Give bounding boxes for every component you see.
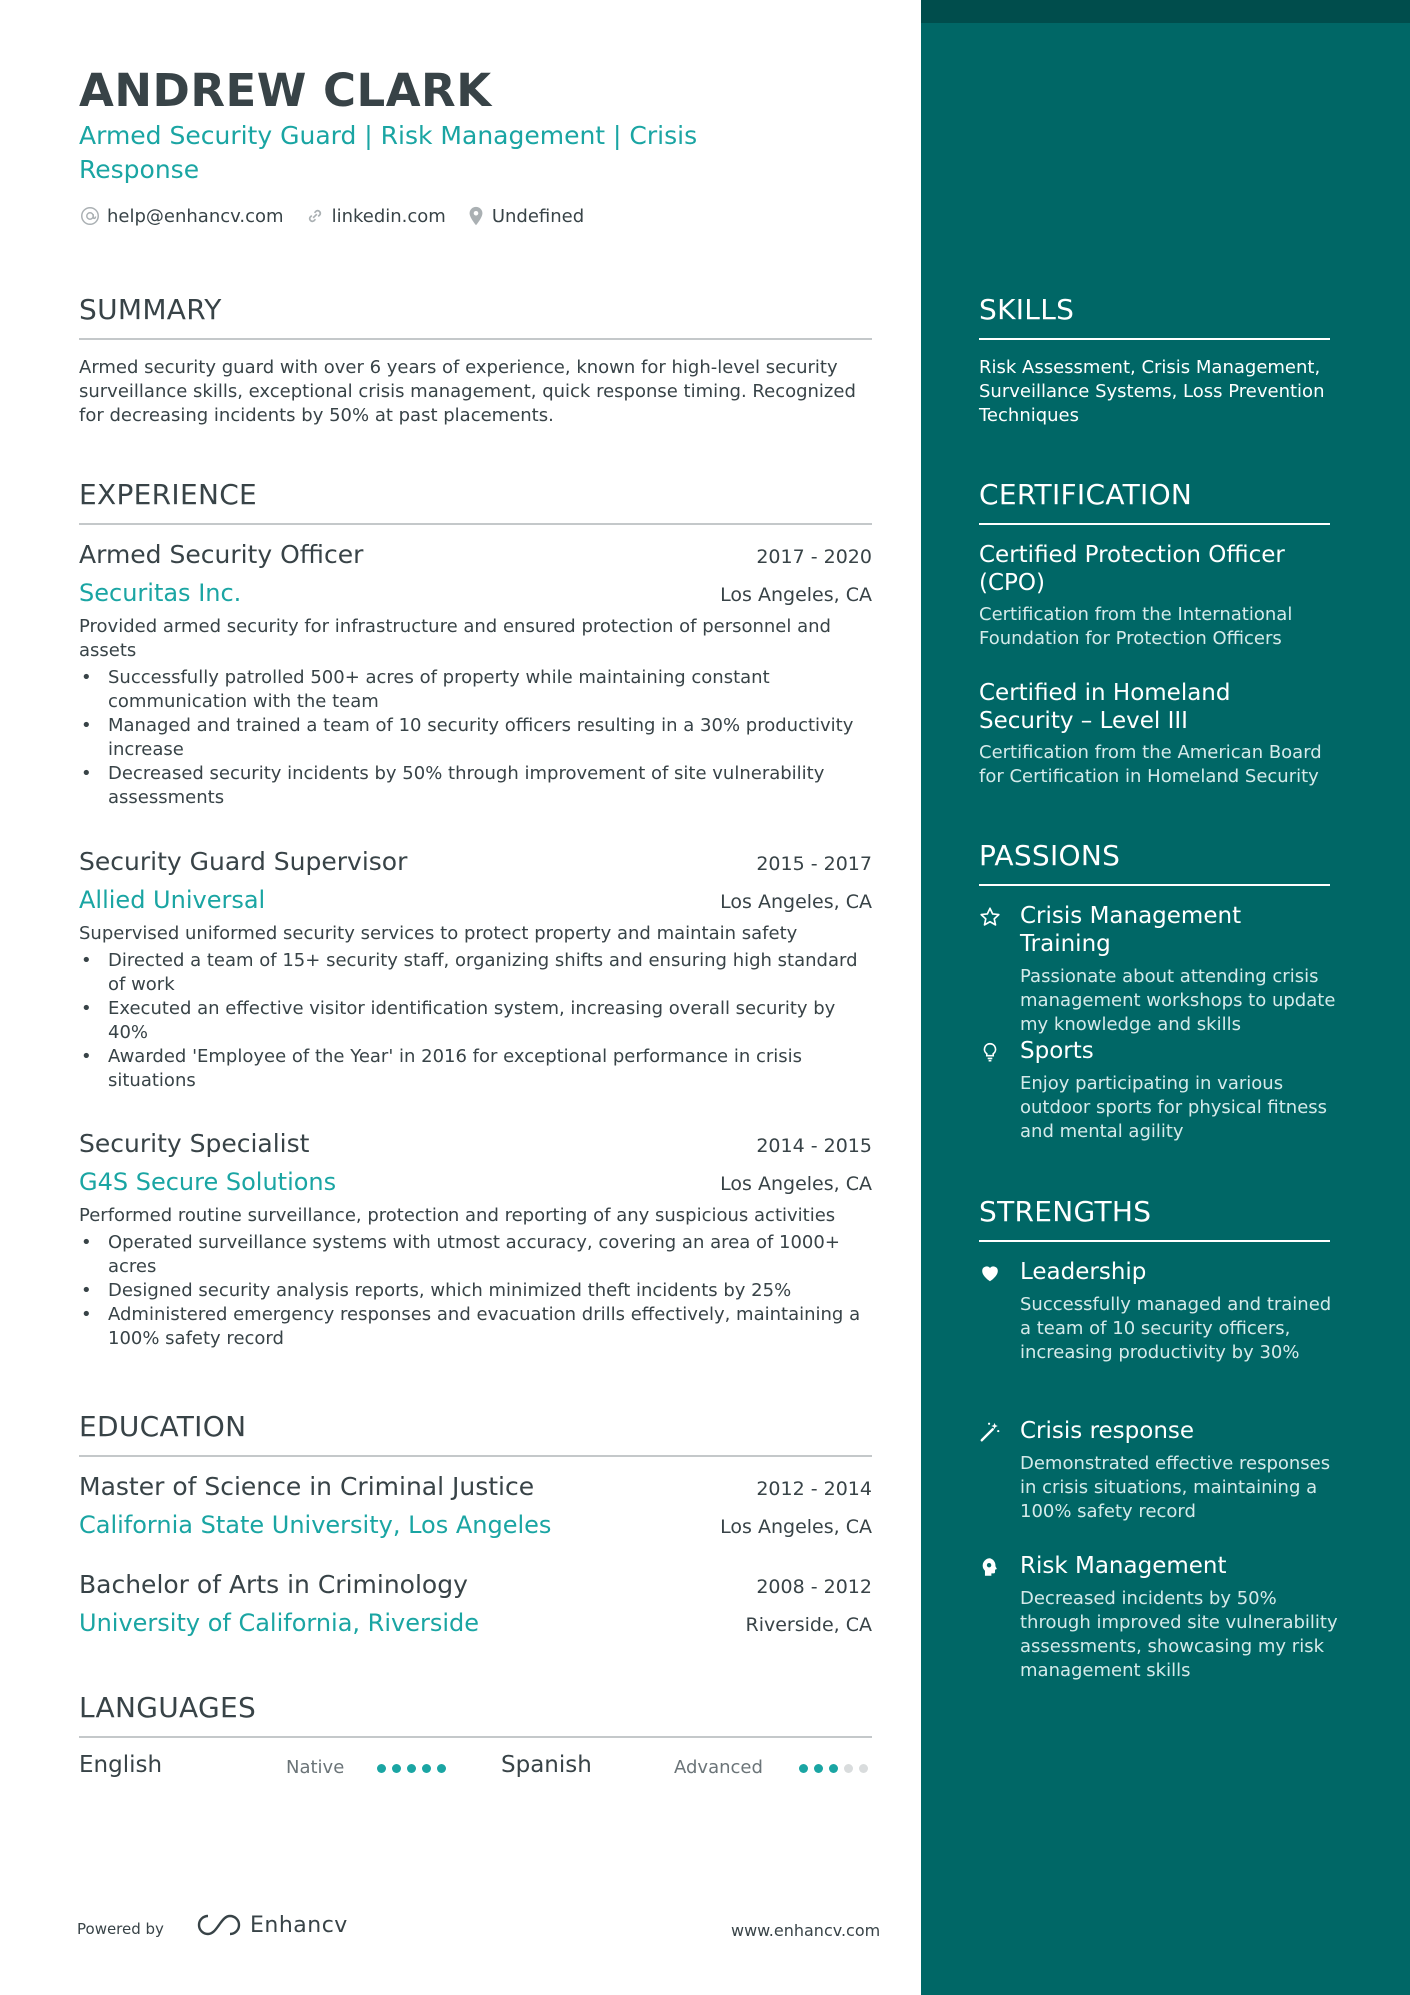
certification-name: Certified in Homeland Security – Level III bbox=[979, 680, 1231, 734]
rating-dot-filled bbox=[814, 1764, 823, 1773]
strength-name: Leadership bbox=[1020, 1259, 1147, 1285]
footer-url[interactable]: www.enhancv.com bbox=[731, 1921, 881, 1940]
strength-description: Successfully managed and trained a team of 10 security officers, increasing productivity by 30% bbox=[1020, 1294, 1332, 1363]
star-icon bbox=[979, 906, 1001, 928]
education-dates: 2012 - 2014 bbox=[756, 1478, 872, 1500]
brand-name: Enhancv bbox=[250, 1912, 348, 1938]
footer-brand-logo[interactable] bbox=[196, 1912, 348, 1938]
job-entry bbox=[79, 540, 872, 810]
rating-dot-filled bbox=[377, 1764, 386, 1773]
summary-heading: SUMMARY bbox=[79, 293, 872, 340]
rating-dot-filled bbox=[407, 1764, 416, 1773]
job-bullet: • Awarded 'Employee of the Year' in 2016 for exceptional performance in crisis situations bbox=[79, 1045, 872, 1093]
education-entry bbox=[79, 1570, 872, 1637]
passion-description: Passionate about attending crisis management workshops to update my knowledge and skills bbox=[1020, 966, 1336, 1035]
education-school[interactable]: University of California, Riverside bbox=[79, 1609, 480, 1637]
job-location: Los Angeles, CA bbox=[720, 584, 872, 606]
job-role: Security Specialist bbox=[79, 1129, 310, 1158]
at-icon bbox=[79, 205, 101, 227]
link-icon bbox=[304, 205, 326, 227]
job-role: Armed Security Officer bbox=[79, 540, 364, 569]
job-location: Los Angeles, CA bbox=[720, 1173, 872, 1195]
contact-email[interactable] bbox=[79, 205, 284, 227]
strength-item bbox=[979, 1552, 1339, 1683]
passion-description: Enjoy participating in various outdoor sports for physical fitness and mental agility bbox=[1020, 1073, 1328, 1142]
job-dates: 2015 - 2017 bbox=[756, 853, 872, 875]
job-bullet: • Designed security analysis reports, which minimized theft incidents by 25% bbox=[79, 1279, 872, 1303]
job-bullet: • Directed a team of 15+ security staff, organizing shifts and ensuring high standard of work bbox=[79, 949, 872, 997]
job-bullet: • Operated surveillance systems with utmost accuracy, covering an area of 1000+ acres bbox=[79, 1231, 872, 1279]
contact-location bbox=[466, 205, 584, 227]
job-entry bbox=[79, 1129, 872, 1351]
strength-description: Decreased incidents by 50% through improved site vulnerability assessments, showcasing my risk management skills bbox=[1020, 1588, 1338, 1681]
experience-heading: EXPERIENCE bbox=[79, 478, 872, 525]
rating-dot-filled bbox=[422, 1764, 431, 1773]
rating-dot-filled bbox=[799, 1764, 808, 1773]
email-text: help@enhancv.com bbox=[107, 205, 284, 227]
candidate-headline: Armed Security Guard | Risk Management | Crisis Response bbox=[79, 121, 698, 184]
rating-dot-filled bbox=[392, 1764, 401, 1773]
job-dates: 2017 - 2020 bbox=[756, 546, 872, 568]
certification-name: Certified Protection Officer (CPO) bbox=[979, 542, 1285, 596]
languages-heading: LANGUAGES bbox=[79, 1691, 872, 1738]
education-dates: 2008 - 2012 bbox=[756, 1576, 872, 1598]
job-bullets bbox=[79, 949, 872, 1093]
education-heading: EDUCATION bbox=[79, 1410, 872, 1457]
heart-icon bbox=[979, 1262, 1001, 1284]
job-bullets bbox=[79, 666, 872, 810]
website-text: linkedin.com bbox=[331, 205, 446, 227]
language-rating bbox=[377, 1764, 452, 1773]
job-bullet: • Administered emergency responses and evacuation drills effectively, maintaining a 100% safety record bbox=[79, 1303, 872, 1351]
job-dates: 2014 - 2015 bbox=[756, 1135, 872, 1157]
language-level: Native bbox=[286, 1757, 345, 1778]
job-bullet: • Executed an effective visitor identification system, increasing overall security by 40% bbox=[79, 997, 872, 1045]
rating-dot-filled bbox=[437, 1764, 446, 1773]
job-description: Provided armed security for infrastructure and ensured protection of personnel and assets bbox=[79, 616, 831, 661]
languages-list bbox=[79, 1752, 872, 1782]
candidate-name: ANDREW CLARK bbox=[79, 64, 492, 117]
strength-item bbox=[979, 1417, 1339, 1524]
job-location: Los Angeles, CA bbox=[720, 891, 872, 913]
education-location: Riverside, CA bbox=[745, 1614, 872, 1636]
passion-item bbox=[979, 902, 1339, 1037]
job-company[interactable]: G4S Secure Solutions bbox=[79, 1168, 337, 1196]
location-text: Undefined bbox=[491, 205, 585, 227]
job-bullet: • Successfully patrolled 500+ acres of property while maintaining constant communication with the team bbox=[79, 666, 872, 714]
education-location: Los Angeles, CA bbox=[720, 1516, 872, 1538]
job-bullet: • Managed and trained a team of 10 security officers resulting in a 30% productivity increase bbox=[79, 714, 872, 762]
strengths-heading: STRENGTHS bbox=[979, 1195, 1330, 1242]
footer-powered-by: Powered by bbox=[77, 1920, 164, 1938]
education-degree: Master of Science in Criminal Justice bbox=[79, 1472, 535, 1501]
education-entry bbox=[79, 1472, 872, 1539]
language-name: English bbox=[79, 1752, 163, 1778]
language-name: Spanish bbox=[501, 1752, 592, 1778]
language-rating bbox=[799, 1764, 874, 1773]
lightbulb-icon bbox=[979, 1041, 1001, 1063]
certification-description: Certification from the American Board for Certification in Homeland Security bbox=[979, 742, 1322, 787]
passions-heading: PASSIONS bbox=[979, 839, 1330, 886]
certification-entry bbox=[979, 541, 1330, 651]
skills-text: Risk Assessment, Crisis Management, Surveillance Systems, Loss Prevention Techniques bbox=[979, 357, 1325, 426]
contact-website[interactable] bbox=[304, 205, 446, 227]
strength-name: Crisis response bbox=[1020, 1418, 1195, 1444]
job-entry bbox=[79, 847, 872, 1093]
brain-head-icon bbox=[979, 1556, 1001, 1578]
education-degree: Bachelor of Arts in Criminology bbox=[79, 1570, 468, 1599]
certification-heading: CERTIFICATION bbox=[979, 478, 1330, 525]
contact-bar bbox=[79, 205, 604, 227]
strength-item bbox=[979, 1258, 1339, 1365]
job-bullet: • Decreased security incidents by 50% through improvement of site vulnerability assessments bbox=[79, 762, 872, 810]
sidebar-top-bar bbox=[921, 0, 1410, 23]
rating-dot-empty bbox=[859, 1764, 868, 1773]
location-pin-icon bbox=[466, 205, 486, 227]
passion-item bbox=[979, 1037, 1339, 1144]
job-role: Security Guard Supervisor bbox=[79, 847, 408, 876]
rating-dot-filled bbox=[829, 1764, 838, 1773]
passion-name: Sports bbox=[1020, 1038, 1094, 1064]
passion-name: Crisis Management Training bbox=[1020, 903, 1242, 957]
enhancv-logo-icon bbox=[196, 1912, 242, 1938]
education-school[interactable]: California State University, Los Angeles bbox=[79, 1511, 552, 1539]
magic-wand-icon bbox=[979, 1421, 1001, 1443]
job-bullets bbox=[79, 1231, 872, 1351]
job-company[interactable]: Allied Universal bbox=[79, 886, 266, 914]
certification-description: Certification from the International Foundation for Protection Officers bbox=[979, 604, 1293, 649]
strength-description: Demonstrated effective responses in crisis situations, maintaining a 100% safety record bbox=[1020, 1453, 1331, 1522]
certification-entry bbox=[979, 679, 1330, 789]
skills-heading: SKILLS bbox=[979, 293, 1330, 340]
language-level: Advanced bbox=[674, 1757, 763, 1778]
strength-name: Risk Management bbox=[1020, 1553, 1227, 1579]
rating-dot-empty bbox=[844, 1764, 853, 1773]
job-description: Supervised uniformed security services to protect property and maintain safety bbox=[79, 923, 798, 944]
job-description: Performed routine surveillance, protection and reporting of any suspicious activities bbox=[79, 1205, 836, 1226]
summary-text: Armed security guard with over 6 years of experience, known for high-level security surveillance skills, exceptional crisis management, quick response timing. Recognized for decreasing incidents by 50% at past placements. bbox=[79, 357, 856, 426]
job-company[interactable]: Securitas Inc. bbox=[79, 579, 242, 607]
